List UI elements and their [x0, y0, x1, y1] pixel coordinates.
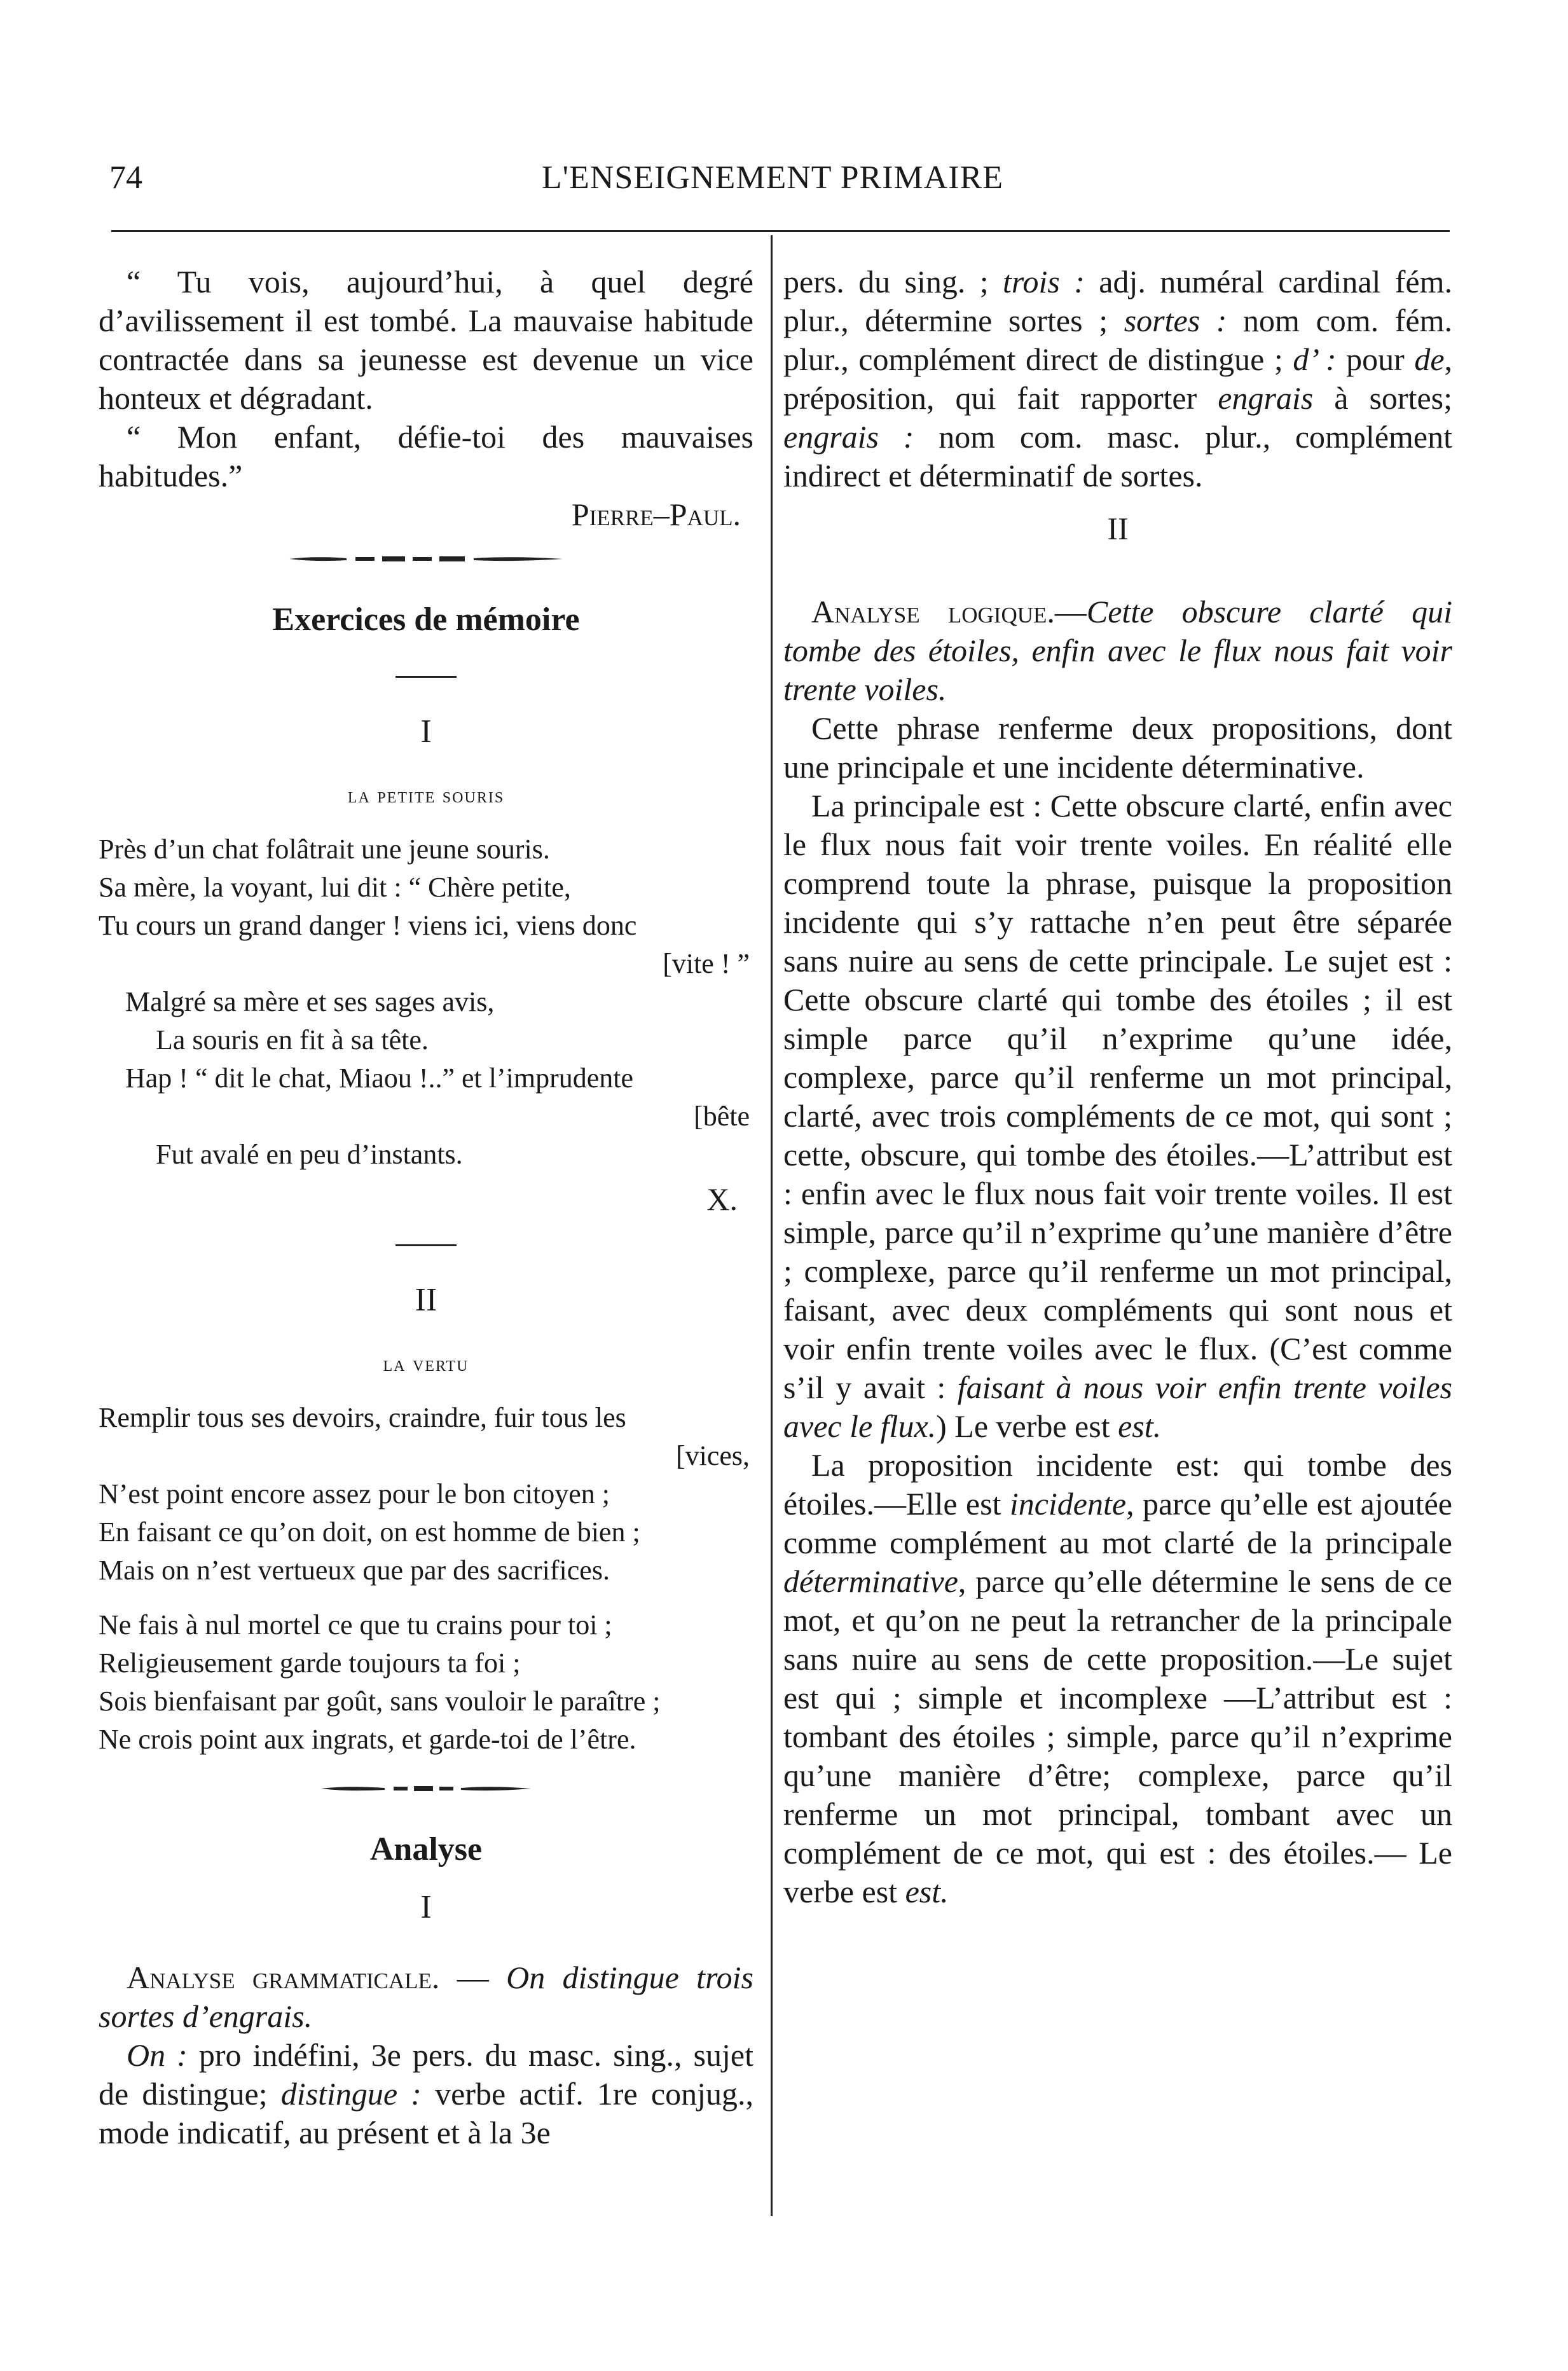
poem-line: Fut avalé en peu d’instants. — [156, 1139, 463, 1170]
poem-title: la vertu — [383, 1352, 469, 1376]
poem-line: Sa mère, la voyant, lui dit : “ Chère petite, — [99, 872, 571, 903]
text-run: pour — [1336, 341, 1415, 377]
poem-line: Mais on n’est vertueux que par des sacrifices. — [99, 1555, 610, 1586]
text-run: , parce qu’elle détermine le sens de ce mot, et qu’on ne peut la retrancher de la principale sans nuire au sens de cette proposition.—Le sujet est qui ; simple et incomplexe —L’attribut est : tombant des étoiles ; simple, parce qu’il n’exprime qu’une manière d’être; complexe, parce qu’il renferme un mot principal, tombant avec un complément de ce mot, qui est : des étoiles.— Le verbe est — [783, 1563, 1452, 1909]
poem-line: La souris en fit à sa tête. — [156, 1024, 429, 1055]
term: On : — [127, 2037, 188, 2073]
analyse-paragraph — [99, 2036, 753, 2152]
text-run: pers. du sing. ; — [783, 264, 1003, 299]
text-run: , préposition, qui fait rapporter — [783, 341, 1453, 416]
text-run: adj. numéral cardinal fém. plur., détermine sortes ; — [783, 264, 1453, 338]
analyse-sentence: On distingue trois sortes d’engrais. — [99, 1960, 754, 2034]
body-paragraph — [783, 787, 1452, 1446]
analyse-label: Analyse logique. — [811, 594, 1055, 629]
poem-line: Ne crois point aux ingrats, et garde-toi de l’être. — [99, 1724, 636, 1755]
poem-la-petite-souris — [99, 830, 753, 1174]
poem-line: Ne fais à nul mortel ce que tu crains pour toi ; — [99, 1609, 612, 1640]
poem-signature: X. — [706, 1181, 738, 1217]
section-heading: Analyse — [369, 1831, 483, 1867]
term: est. — [1118, 1408, 1162, 1444]
term-description: verbe actif. 1re conjug., mode indicatif, au présent et à la 3e — [99, 2076, 753, 2150]
poem-line: Malgré sa mère et ses sages avis, — [125, 986, 495, 1017]
poem-line: [vite ! ” — [663, 948, 750, 979]
text-run: à sortes; — [1313, 380, 1452, 416]
poem-line: [vices, — [675, 1440, 750, 1471]
analyse-paragraph — [99, 1958, 753, 2036]
right-column — [783, 263, 1452, 1911]
poem-line: Remplir tous ses devoirs, craindre, fuir tous les — [99, 1402, 626, 1433]
analyse-continuation — [783, 263, 1452, 495]
term-description: pro indéfini, 3e pers. du masc. sing., sujet de distingue; — [99, 2037, 753, 2112]
poem-line: En faisant ce qu’on doit, on est homme de bien ; — [99, 1516, 640, 1548]
term: de — [1414, 341, 1445, 377]
text-run: La principale est : Cette obscure clarté, enfin avec le flux nous fait voir trente voiles. En réalité elle comprend toute la phrase, puisque la proposition incidente qui s’y rattache n’en peut être séparée sans nuire au sens de cette principale. Le sujet est : Cette obscure clarté qui tombe des étoiles ; il est simple parce qu’il n’exprime qu’une idée, complexe, parce qu’il renferme un mot principal, clarté, avec trois compléments de ce mot, qui sont ; cette, obscure, qui tombe des étoiles.—L’attribut est : enfin avec le flux nous fait voir trente voiles. Il est simple, parce qu’il n’exprime qu’une manière d’être ; complexe, parce qu’il renferme un mot principal, faisant, avec deux compléments qui sont nous et voir enfin trente voiles avec le flux. (C’est comme s’il y avait : — [783, 788, 1452, 1405]
ornamental-divider — [321, 1784, 531, 1793]
term: distingue : — [280, 2076, 422, 2112]
short-rule — [395, 676, 457, 678]
body-paragraph: Cette phrase renferme deux propositions, dont une principale et une incidente déterminative. — [783, 710, 1452, 785]
term: est. — [905, 1874, 949, 1909]
header-rule — [111, 230, 1450, 232]
term: engrais — [1218, 380, 1314, 416]
poem-line: Religieusement garde toujours ta foi ; — [99, 1647, 521, 1679]
running-title: L'ENSEIGNEMENT PRIMAIRE — [541, 160, 1004, 196]
short-rule — [395, 1244, 457, 1246]
term: engrais : — [783, 419, 914, 455]
text-run: ) Le verbe est — [936, 1408, 1118, 1444]
logique-paragraph — [783, 593, 1452, 709]
analyse-label: Analyse grammaticale. — [127, 1960, 440, 1995]
text-run: La proposition incidente est: qui tombe des étoiles.—Elle est — [783, 1447, 1452, 1522]
column-divider — [771, 235, 773, 2216]
left-column — [99, 263, 753, 2152]
poem-line: N’est point encore assez pour le bon citoyen ; — [99, 1478, 610, 1509]
poem-line: Sois bienfaisant par goût, sans vouloir le paraître ; — [99, 1686, 661, 1717]
poem-la-vertu — [99, 1399, 753, 1759]
text-run: , parce qu’elle est ajoutée comme complément au mot clarté de la principale — [783, 1486, 1452, 1560]
poem-line: Hap ! “ dit le chat, Miaou !..” et l’imprudente — [125, 1062, 634, 1094]
term: incidente — [1009, 1486, 1127, 1522]
poem-number: I — [420, 713, 432, 750]
page-header — [95, 159, 1450, 210]
quote-paragraph: “ Mon enfant, défie-toi des mauvaises habitudes.” — [99, 419, 753, 493]
term: d’ : — [1293, 341, 1337, 377]
section-heading: Exercices de mémoire — [272, 601, 580, 638]
poem-line: [bête — [694, 1101, 750, 1132]
text-run: nom com. fém. plur., complément direct de distingue ; — [783, 303, 1452, 377]
signature: Pierre–Paul. — [571, 497, 741, 532]
term: trois : — [1003, 264, 1085, 299]
stanza-gap — [99, 1590, 753, 1606]
term: déterminative — [783, 1563, 958, 1599]
section-number: I — [420, 1889, 432, 1925]
poem-line: Tu cours un grand danger ! viens ici, viens donc — [99, 910, 637, 941]
poem-title: la petite souris — [347, 784, 505, 808]
analyse-sentence: Cette obscure clarté qui tombe des étoiles, enfin avec le flux nous fait voir trente voiles. — [783, 594, 1452, 707]
section-number: II — [1107, 511, 1129, 546]
body-paragraph — [783, 1446, 1452, 1911]
page-number: 74 — [109, 160, 142, 196]
ornamental-divider — [289, 554, 563, 563]
quote-paragraph: “ Tu vois, aujourd’hui, à quel degré d’avilissement il est tombé. La mauvaise habitude contractée dans sa jeunesse est devenue un vice honteux et dégradant. — [99, 264, 753, 416]
text-run: nom com. masc. plur., complément indirect et déterminatif de sortes. — [783, 419, 1452, 493]
dash: — — [1054, 594, 1087, 629]
dash: — — [439, 1960, 507, 1995]
poem-number: II — [415, 1282, 437, 1318]
text-run: faisant à nous voir enfin trente voiles avec le flux. — [783, 1370, 1452, 1444]
term: sortes : — [1124, 303, 1227, 338]
poem-line: Près d’un chat folâtrait une jeune souris. — [99, 834, 550, 865]
